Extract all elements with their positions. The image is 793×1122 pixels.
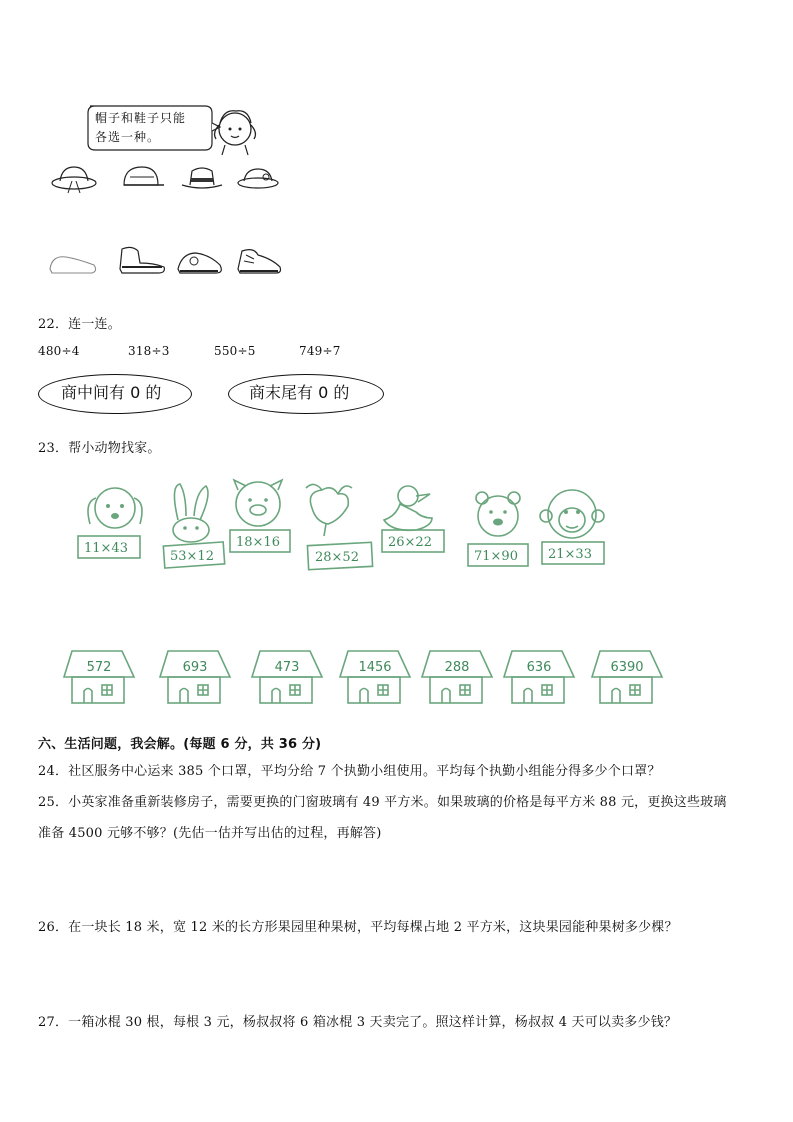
house-6-number: 636	[526, 660, 552, 675]
houses-row	[60, 645, 670, 707]
q27-text: 27．一箱冰棍 30 根，每根 3 元，杨叔叔将 6 箱冰棍 3 天卖完了。照这样计算，杨叔叔 4 天可以卖多少钱？	[38, 1015, 678, 1030]
q24-text: 24．社区服务中心运来 385 个口罩，平均分给 7 个执勤小组使用。平均每个执勤小组能分得多少个口罩？	[38, 764, 661, 779]
hats-shoes-illustration	[40, 95, 300, 285]
rabbit-icon	[173, 484, 209, 542]
rabbit-expr: 53×12	[170, 549, 214, 564]
q26-text: 26．在一块长 18 米，宽 12 米的长方形果园里种果树，平均每棵占地 2 平方米，这块果园能种果树多少棵？	[38, 920, 678, 935]
house-2	[160, 651, 230, 703]
house-7-number: 6390	[610, 660, 644, 675]
goat-expr: 28×52	[315, 550, 359, 565]
house-4	[340, 651, 410, 703]
hat-1-icon	[52, 167, 96, 193]
hat-4-icon	[238, 169, 278, 188]
monkey-icon	[540, 490, 604, 538]
q22-oval-end-zero	[228, 374, 384, 414]
duck-expr: 26×22	[388, 535, 432, 550]
house-6	[504, 651, 574, 703]
house-2-number: 693	[182, 660, 208, 675]
house-1-number: 572	[86, 660, 112, 675]
houses-graphic	[60, 645, 670, 707]
q25-text-line1: 25．小英家准备重新装修房子，需要更换的门窗玻璃有 49 平方米。如果玻璃的价格是每平方米 88 元，更换这些玻璃	[38, 795, 727, 810]
q22-oval-middle-zero	[38, 374, 192, 414]
dog-expr: 11×43	[84, 541, 128, 556]
shoe-4-icon	[238, 250, 281, 273]
speech-bubble-line2: 各选一种。	[95, 130, 161, 144]
q22-expr-4: 749÷7	[299, 344, 341, 358]
shoe-2-icon	[120, 247, 164, 273]
house-4-number: 1456	[358, 660, 392, 675]
animals-row	[70, 480, 630, 580]
q22-title: 22．连一连。	[38, 317, 121, 332]
dog-icon	[88, 488, 142, 528]
section6-heading: 六、生活问题，我会解。(每题 6 分，共 36 分)	[38, 737, 322, 752]
q25-text-line2: 准备 4500 元够不够？(先估一估并写出估的过程，再解答)	[38, 826, 382, 841]
speech-bubble-line1: 帽子和鞋子只能	[95, 111, 187, 125]
house-5-number: 288	[444, 660, 470, 675]
shoe-1-icon	[50, 257, 96, 273]
shoe-3-icon	[178, 253, 221, 273]
goat-icon	[306, 484, 352, 536]
house-5	[422, 651, 492, 703]
girl-icon	[215, 111, 256, 155]
house-7	[592, 651, 662, 703]
q23-title: 23．帮小动物找家。	[38, 441, 161, 456]
house-1	[64, 651, 134, 703]
q22-expr-3: 550÷5	[214, 344, 256, 358]
q22-expr-2: 318÷3	[128, 344, 170, 358]
house-3	[252, 651, 322, 703]
pig-expr: 18×16	[236, 535, 280, 550]
q22-expr-1: 480÷4	[38, 344, 80, 358]
hat-3-icon	[182, 168, 222, 188]
hat-2-icon	[124, 167, 164, 185]
house-3-number: 473	[274, 660, 300, 675]
pig-icon	[234, 480, 282, 526]
q22-oval-end-zero-label: 商末尾有 0 的	[249, 383, 350, 402]
bear-icon	[476, 492, 520, 536]
animals-graphic	[70, 480, 630, 580]
bear-expr: 71×90	[474, 549, 518, 564]
monkey-expr: 21×33	[548, 547, 592, 562]
duck-icon	[384, 486, 432, 530]
q22-oval-middle-zero-label: 商中间有 0 的	[61, 383, 162, 402]
